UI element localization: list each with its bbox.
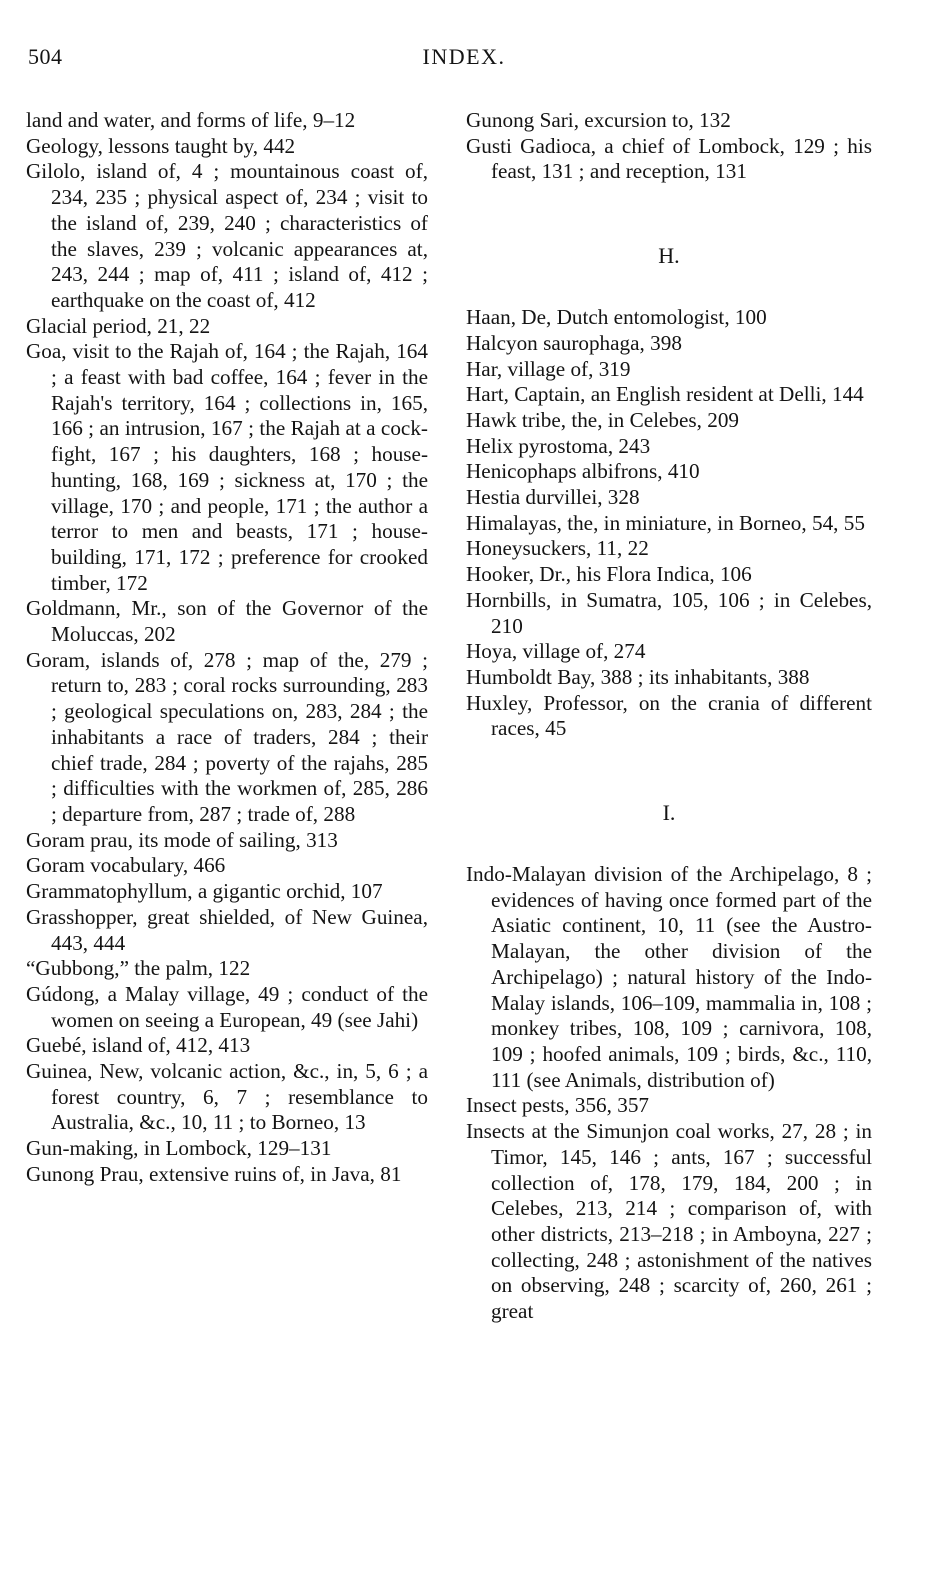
index-entry: Halcyon saurophaga, 398 [466, 330, 682, 355]
index-entry: Glacial period, 21, 22 [26, 313, 211, 338]
left-column [26, 108, 428, 1188]
index-entry: land and water, and forms of life, 9–12 [26, 108, 356, 132]
index-entry: Guinea, New, volcanic action, &c., in, 5, 6 ; a forest country, 6, 7 ; resemblance to Australia, &c., 10, 11 ; to Borneo, 13 [26, 1059, 428, 1135]
index-entry: Henicophaps albifrons, 410 [466, 459, 700, 484]
index-entry: Guebé, island of, 412, 413 [26, 1033, 251, 1058]
index-entry: Hart, Captain, an English resident at Delli, 144 [466, 382, 864, 407]
index-entry: Geology, lessons taught by, 442 [26, 133, 296, 158]
index-entry: Har, village of, 319 [466, 356, 631, 381]
index-entry: Grammatophyllum, a gigantic orchid, 107 [26, 879, 383, 904]
index-entry: Grasshopper, great shielded, of New Guinea, 443, 444 [26, 904, 428, 955]
page-number: 504 [28, 44, 63, 69]
section-heading-h: H. [658, 243, 680, 269]
index-entry: “Gubbong,” the palm, 122 [26, 956, 251, 981]
index-entry: Hornbills, in Sumatra, 105, 106 ; in Celebes, 210 [466, 587, 872, 638]
right-column [466, 108, 872, 1325]
index-entry: Gunong Sari, excursion to, 132 [466, 108, 731, 132]
index-entry: Hooker, Dr., his Flora Indica, 106 [466, 562, 752, 587]
index-entry: Honeysuckers, 11, 22 [466, 536, 649, 561]
index-entry: Hoya, village of, 274 [466, 639, 646, 664]
index-entry: Gusti Gadioca, a chief of Lombock, 129 ; his feast, 131 ; and reception, 131 [466, 133, 872, 184]
index-entry: Insect pests, 356, 357 [466, 1093, 650, 1118]
index-entry: Goa, visit to the Rajah of, 164 ; the Rajah, 164 ; a feast with bad coffee, 164 ; fever in the Rajah's territory, 164 ; collections in, 165, 166 ; an intrusion, 167 ; the Rajah at a cock-fight, 167 ; his daughters, 168 ; house-hunting, 168, 169 ; sickness at, 170 ; the village, 170 ; and people, 171 ; the author a terror to men and beasts, 171 ; house-building, 171, 172 ; preference for crooked timber, 172 [26, 339, 428, 595]
index-entry: Indo-Malayan division of the Archipelago, 8 ; evidences of having once formed part of the Asiatic continent, 10, 11 (see the Austro-Malayan, the other division of the Archipelago) ; natural history of the Indo-Malay islands, 106–109, mammalia in, 108 ; monkey tribes, 108, 109 ; carnivora, 108, 109 ; hoofed animals, 109 ; birds, &c., 110, 111 (see Animals, distribution of) [466, 862, 872, 1092]
index-entry: Helix pyrostoma, 243 [466, 433, 651, 458]
index-entry: Goram, islands of, 278 ; map of the, 279 ; return to, 283 ; coral rocks surrounding, 283 ; geological speculations on, 283, 284 ; the inhabitants a race of traders, 284 ; their chief trade, 284 ; poverty of the rajahs, 285 ; difficulties with the workmen of, 285, 286 ; departure from, 287 ; trade of, 288 [26, 647, 428, 826]
index-entry: Humboldt Bay, 388 ; its inhabitants, 388 [466, 664, 810, 689]
index-entry: Insects at the Simunjon coal works, 27, 28 ; in Timor, 145, 146 ; ants, 167 ; successful collection of, 178, 179, 184, 200 ; in Celebes, 213, 214 ; comparison of, with other districts, 213–218 ; in Amboyna, 227 ; collecting, 248 ; astonishment of the natives on observing, 248 ; scarcity of, 260, 261 ; great [466, 1119, 872, 1324]
index-entry: Goram vocabulary, 466 [26, 853, 226, 878]
index-entry: Goram prau, its mode of sailing, 313 [26, 827, 338, 852]
index-entry: Hawk tribe, the, in Celebes, 209 [466, 407, 740, 432]
index-entry: Goldmann, Mr., son of the Governor of the Moluccas, 202 [26, 596, 428, 647]
index-entry: Gunong Prau, extensive ruins of, in Java, 81 [26, 1161, 402, 1186]
index-entry: Himalayas, the, in miniature, in Borneo, 54, 55 [466, 510, 865, 535]
index-entry: Huxley, Professor, on the crania of different races, 45 [466, 690, 872, 741]
index-entry: Gilolo, island of, 4 ; mountainous coast of, 234, 235 ; physical aspect of, 234 ; visit to the island of, 239, 240 ; characteristics of the slaves, 239 ; volcanic appearances at, 243, 244 ; map of, 411 ; island of, 412 ; earthquake on the coast of, 412 [26, 159, 428, 312]
index-entry: Gúdong, a Malay village, 49 ; conduct of the women on seeing a European, 49 (see Jahi) [26, 981, 428, 1032]
section-heading-i: I. [662, 800, 676, 826]
index-entry: Gun-making, in Lombock, 129–131 [26, 1136, 332, 1161]
page-header [28, 44, 900, 78]
index-entry: Hestia durvillei, 328 [466, 485, 640, 510]
index-entry: Haan, De, Dutch entomologist, 100 [466, 305, 767, 330]
running-head: INDEX. [422, 44, 506, 69]
